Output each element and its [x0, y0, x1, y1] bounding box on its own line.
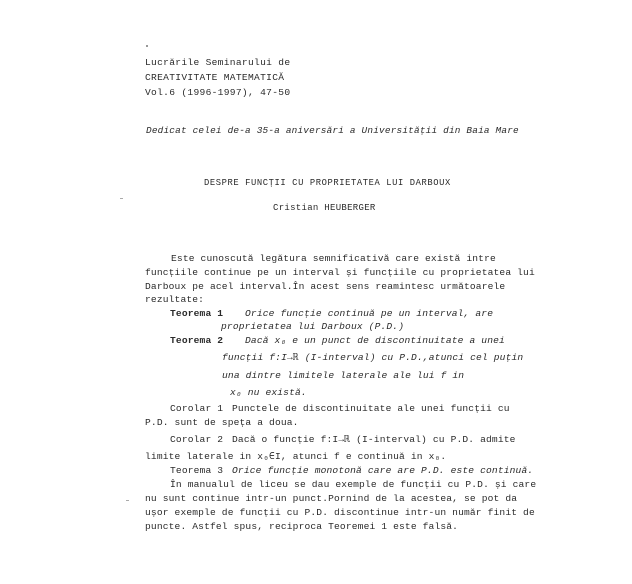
- corollary-2-line-1: Dacă o funcție f:I→ℝ (I-interval) cu P.D. admite: [232, 434, 516, 445]
- intro-line-3: Darboux pe acel interval.În acest sens reamintesc următoarele: [145, 281, 506, 292]
- theorem-1-line-2: proprietatea lui Darboux (P.D.): [221, 321, 405, 332]
- author: Cristian HEUBERGER: [273, 203, 376, 213]
- scan-speck: [146, 45, 148, 47]
- theorem-1-line-1: Orice funcție continuă pe un interval, are: [245, 308, 494, 319]
- corollary-1-label: Corolar 1: [170, 403, 224, 414]
- journal-line-1: Lucrările Seminarului de: [145, 57, 291, 68]
- theorem-2-label: Teorema 2: [170, 335, 224, 346]
- theorem-3-line-1: Orice funcție monotonă care are P.D. este continuă.: [232, 465, 534, 476]
- scan-speck: [126, 500, 129, 501]
- paper-title: DESPRE FUNCȚII CU PROPRIETATEA LUI DARBOUX: [204, 178, 451, 188]
- scan-speck: [120, 198, 123, 199]
- journal-line-2: CREATIVITATE MATEMATICĂ: [145, 72, 285, 83]
- final-line-3: ușor exemple de funcții cu P.D. discontinue intr-un număr finit de: [145, 507, 535, 518]
- final-line-2: nu sunt continue intr-un punct.Pornind de la acestea, se pot da: [145, 493, 518, 504]
- corollary-1-line-1: Punctele de discontinuitate ale unei funcții cu: [232, 403, 510, 414]
- theorem-2-line-1: Dacă x₀ e un punct de discontinuitate a unei: [245, 335, 505, 346]
- journal-line-3: Vol.6 (1996-1997), 47-50: [145, 87, 291, 98]
- corollary-2-label: Corolar 2: [170, 434, 224, 445]
- dedication: Dedicat celei de-a 35-a aniversări a Universității din Baia Mare: [146, 125, 519, 136]
- intro-line-1: Este cunoscută legătura semnificativă care există intre: [171, 253, 496, 264]
- theorem-2-line-2: funcții f:I→ℝ (I-interval) cu P.D.,atunci cel puțin: [222, 352, 524, 363]
- intro-line-4: rezultate:: [145, 294, 205, 305]
- intro-line-2: funcțiile continue pe un interval și funcțiile cu proprietatea lui: [145, 267, 535, 278]
- theorem-3-label: Teorema 3: [170, 465, 224, 476]
- theorem-2-line-4: x₀ nu există.: [230, 387, 307, 398]
- corollary-1-line-2: P.D. sunt de speța a doua.: [145, 417, 299, 428]
- corollary-2-line-2: limite laterale in x₀∈I, atunci f e continuă in x₀.: [145, 451, 447, 462]
- final-line-4: puncte. Astfel spus, reciproca Teoremei 1 este falsă.: [145, 521, 459, 532]
- final-line-1: În manualul de liceu se dau exemple de funcții cu P.D. și care: [170, 479, 537, 490]
- theorem-2-line-3: una dintre limitele laterale ale lui f in: [222, 370, 465, 381]
- theorem-1-label: Teorema 1: [170, 308, 224, 319]
